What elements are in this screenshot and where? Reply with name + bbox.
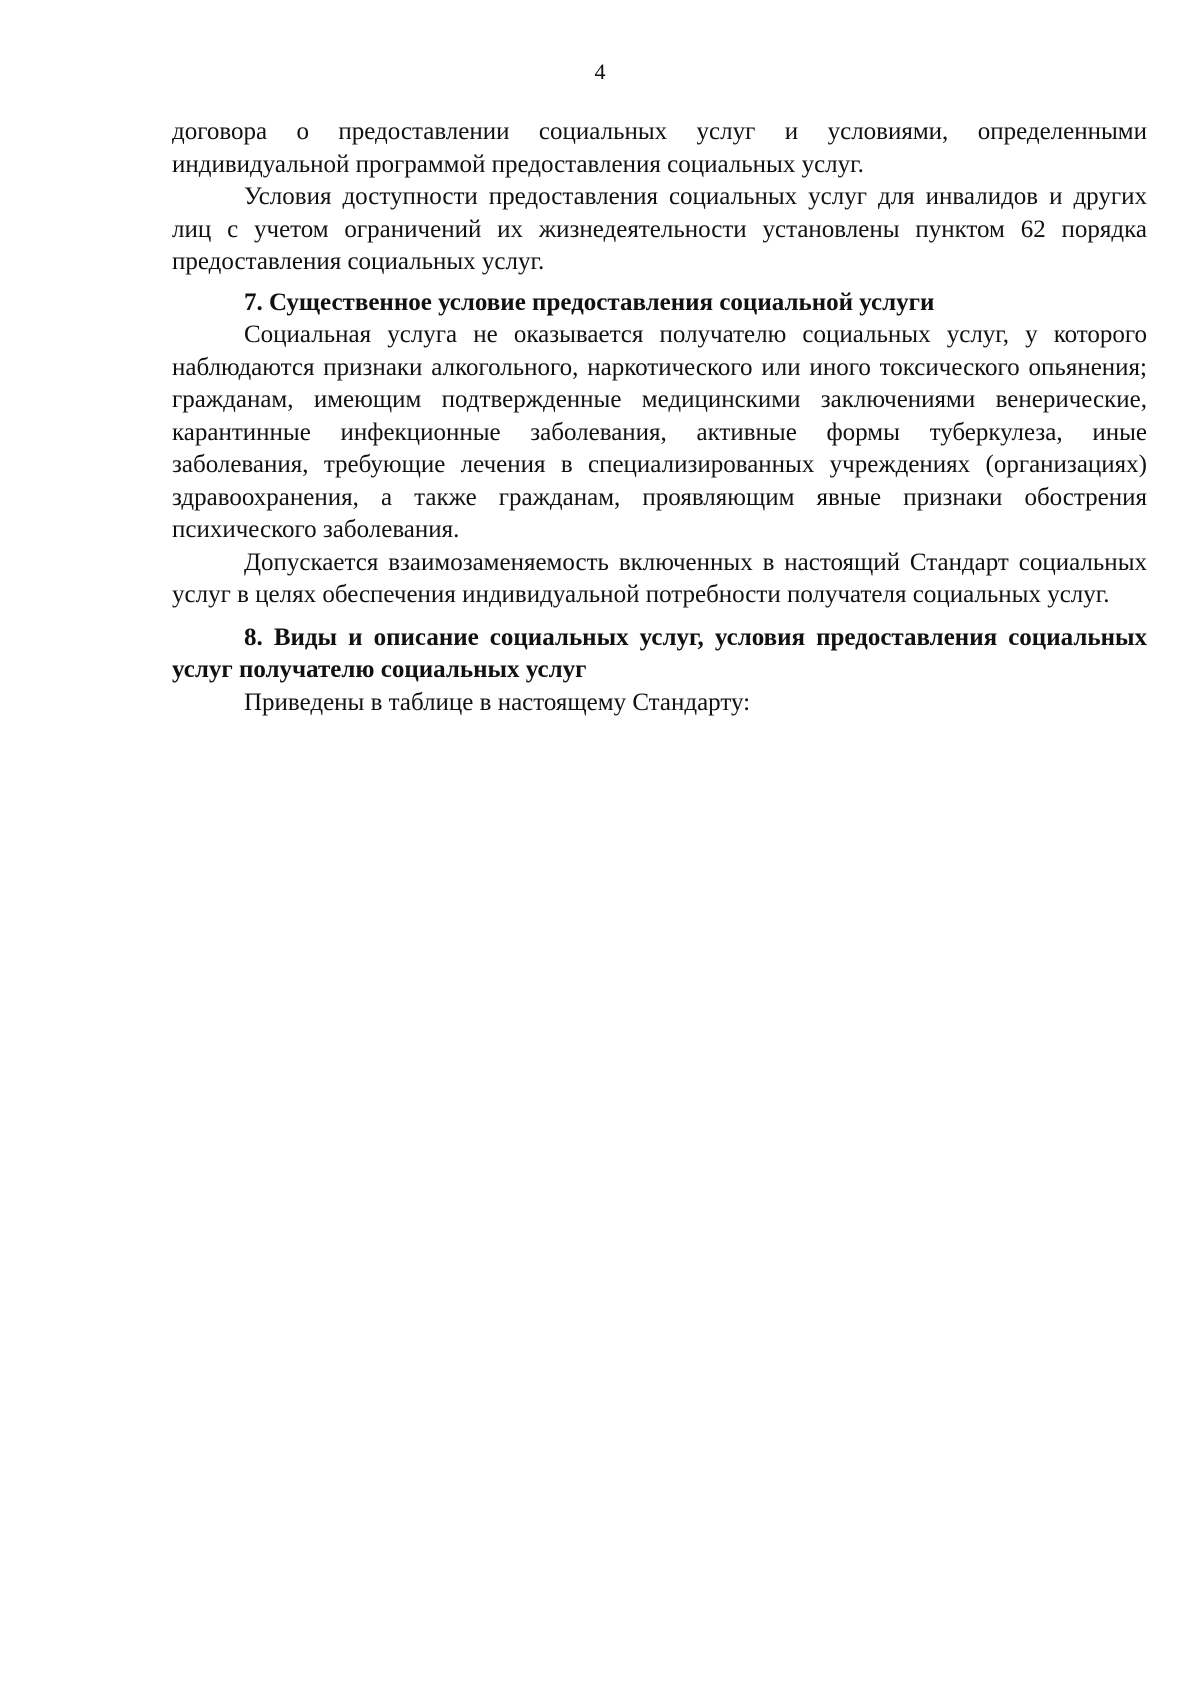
paragraph-contract-terms: договора о предоставлении социальных услуг и условиями, определенными индивидуальной программой предоставления социальных услуг. [172,118,1147,178]
section-heading-8: 8. Виды и описание социальных услуг, условия предоставления социальных услуг получателю социальных услуг [172,623,1147,683]
document-body [172,116,1147,719]
paragraph-interchangeability: Допускается взаимозаменяемость включенных в настоящий Стандарт социальных услуг в целях обеспечения индивидуальной потребности получателя социальных услуг. [172,548,1147,608]
section-heading-7: 7. Существенное условие предоставления социальной услуги [244,288,935,316]
paragraph-table-reference: Приведены в таблице в настоящему Стандарту: [244,688,751,716]
paragraph-service-restrictions: Социальная услуга не оказывается получателю социальных услуг, у которого наблюдаются признаки алкогольного, наркотического или иного токсического опьянения; гражданам, имеющим подтвержденные медицинскими заключениями венерические, карантинные инфекционные заболевания, активные формы туберкулеза, иные заболевания, требующие лечения в специализированных учреждениях (организациях) здравоохранения, а также гражданам, проявляющим явные признаки обострения психического заболевания. [172,321,1147,543]
page-number: 4 [594,59,606,84]
paragraph-accessibility-conditions: Условия доступности предоставления социальных услуг для инвалидов и других лиц с учетом ограничений их жизнедеятельности установлены пунктом 62 порядка предоставления социальных услуг. [172,183,1147,275]
